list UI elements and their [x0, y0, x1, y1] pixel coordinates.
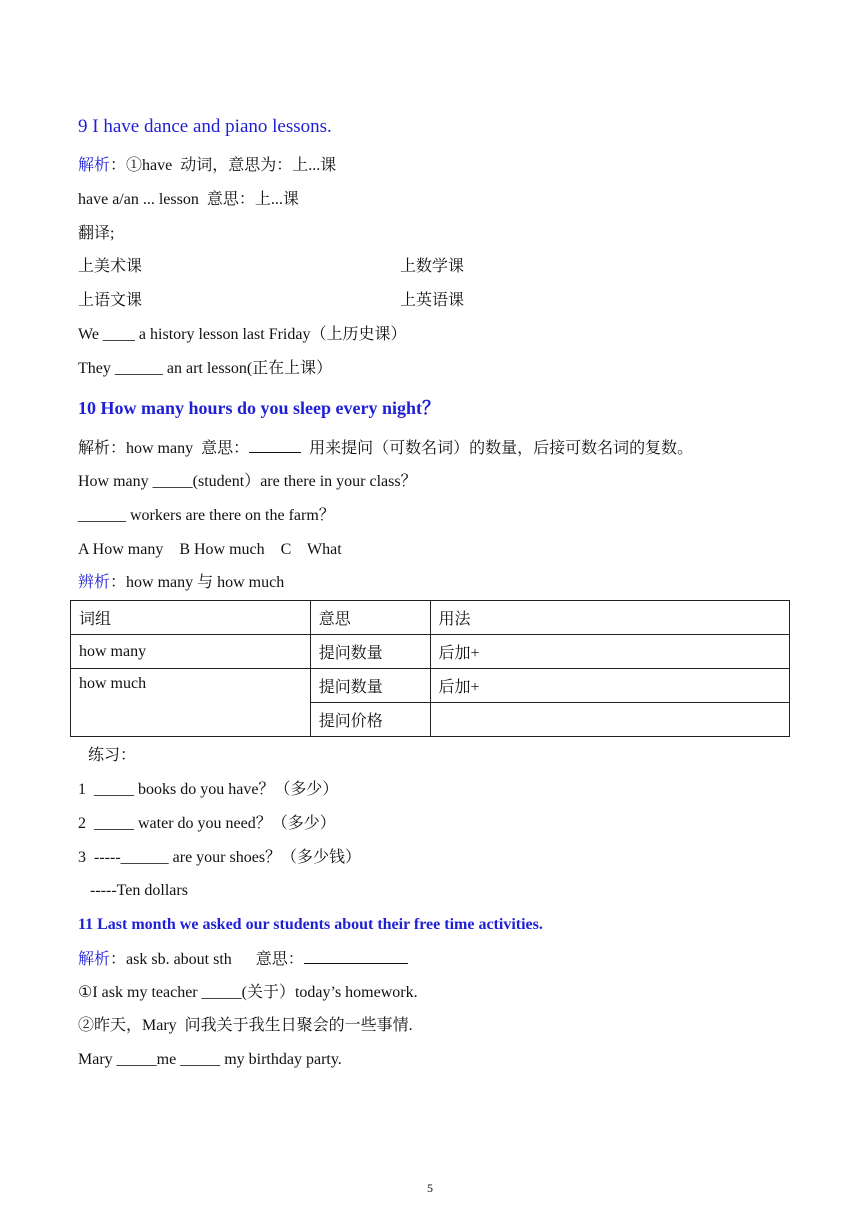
table-cell: 提问数量: [310, 635, 430, 669]
table-cell: 提问数量: [310, 669, 430, 703]
analysis-tag: 解析: [78, 951, 111, 968]
q9-title: 9 I have dance and piano lessons.: [78, 116, 332, 137]
table-cell: [430, 703, 789, 737]
q9-item-art: 上美术课: [78, 258, 143, 275]
q10-example-1: How many _____(student）are there in your class？: [78, 473, 417, 490]
q9-item-math: 上数学课: [400, 258, 465, 275]
table-cell: 后加+: [430, 669, 789, 703]
q9-item-chinese: 上语文课: [78, 292, 143, 309]
q9-analysis: [78, 156, 336, 176]
table-cell: 提问价格: [310, 703, 430, 737]
table-header-cell: 用法: [430, 601, 789, 635]
table-row: [71, 669, 790, 703]
practice-item-3-answer: -----Ten dollars: [78, 882, 188, 899]
q10-title: 10 How many hours do you sleep every night？: [78, 398, 441, 418]
q11-analysis: [78, 949, 408, 970]
q9-translate-label: 翻译;: [78, 225, 115, 242]
q9-item-english: 上英语课: [400, 292, 465, 309]
q9-example-2: They ______ an art lesson(正在上课）: [78, 360, 333, 377]
q11-example-3: Mary _____me _____ my birthday party.: [78, 1051, 342, 1068]
table-header-cell: 词组: [71, 601, 311, 635]
table-header-row: [71, 601, 790, 635]
q11-example-2: ②昨天，Mary 问我关于我生日聚会的一些事情.: [78, 1017, 413, 1034]
q11-title: 11 Last month we asked our students about their free time activities.: [78, 916, 543, 933]
table-cell: how many: [71, 635, 311, 669]
q10-analysis: [78, 438, 693, 459]
table-row: [71, 635, 790, 669]
analysis-text: ：ask sb. about sth 意思：: [110, 951, 304, 968]
page-number: 5: [427, 1181, 433, 1195]
bianxi-tag: 辨析: [78, 574, 111, 591]
answer-blank: [249, 438, 301, 453]
practice-item-3: 3 -----______ are your shoes？（多少钱）: [78, 849, 362, 866]
analysis-text-a: 解析：how many 意思：: [78, 440, 250, 457]
analysis-tag: 解析: [78, 157, 111, 174]
answer-blank: [304, 949, 408, 964]
table-cell: how much: [71, 669, 311, 737]
practice-item-2: 2 _____ water do you need？（多少）: [78, 815, 336, 832]
q9-example-1: We ____ a history lesson last Friday（上历史课）: [78, 326, 407, 343]
q11-example-1: ①I ask my teacher _____(关于）today’s homework.: [78, 984, 418, 1001]
q9-line2: have a/an ... lesson 意思：上...课: [78, 191, 299, 208]
q10-bianxi: [78, 573, 284, 593]
practice-item-1: 1 _____ books do you have？（多少）: [78, 781, 339, 798]
practice-label: 练习：: [88, 747, 137, 764]
comparison-table: [70, 600, 790, 737]
analysis-text: ：①have 动词，意思为：上...课: [110, 157, 337, 174]
q10-options: A How many B How much C What: [78, 541, 342, 558]
analysis-text-b: 用来提问（可数名词）的数量，后接可数名词的复数。: [301, 440, 694, 457]
bianxi-text: ：how many 与 how much: [110, 574, 285, 591]
table-header-cell: 意思: [310, 601, 430, 635]
table-cell: 后加+: [430, 635, 789, 669]
q10-example-2: ______ workers are there on the farm？: [78, 507, 335, 524]
